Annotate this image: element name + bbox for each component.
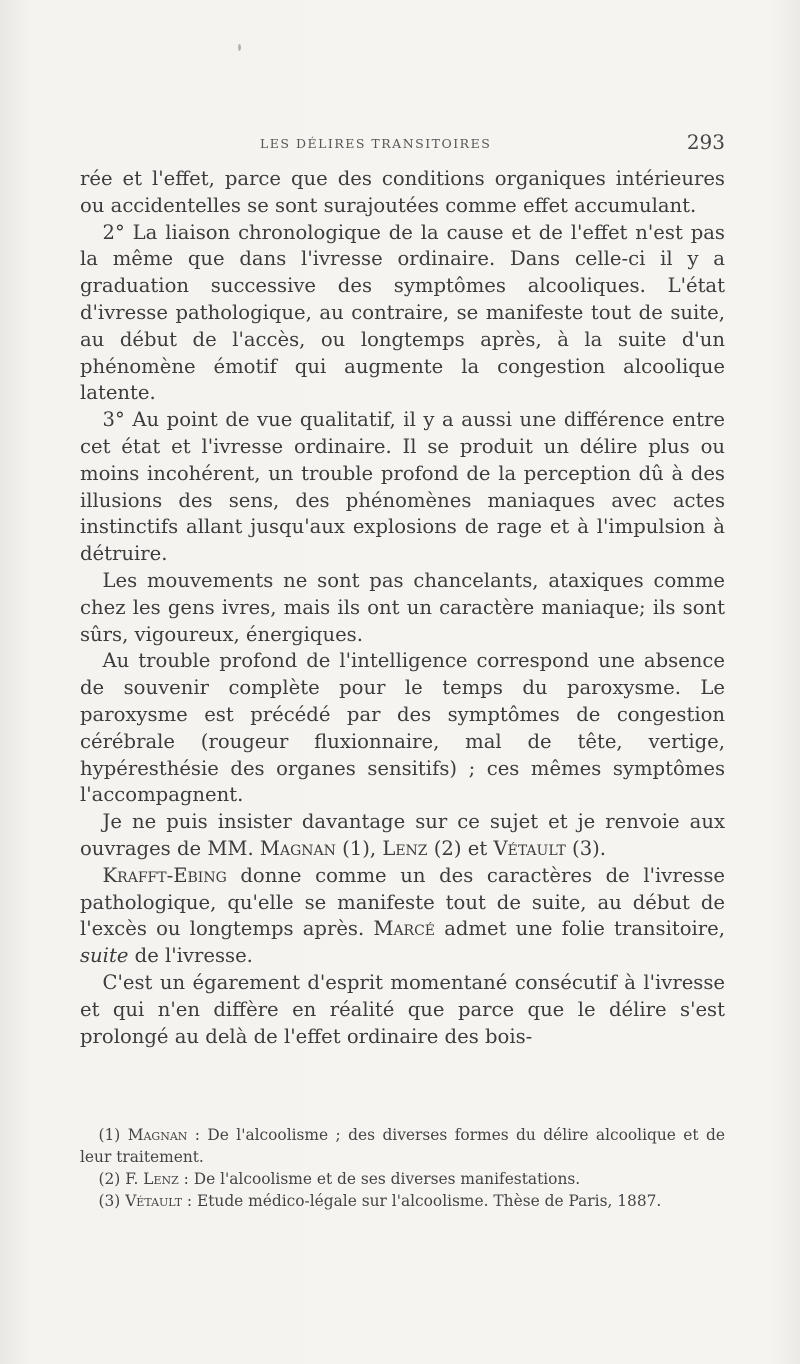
footnote	[80, 1124, 725, 1168]
author-name: Vétault	[493, 836, 566, 860]
text-run: (1),	[335, 836, 383, 860]
footnote-author: Vétault	[125, 1192, 183, 1210]
paragraph-1: rée et l'effet, parce que des conditions organiques intérieures ou accidentelles se sont surajoutées comme effet accumulant.	[80, 167, 725, 217]
footnote	[80, 1190, 725, 1212]
paragraph-2: 2° La liaison chronologique de la cause et de l'effet n'est pas la même que dans l'ivresse ordinaire. Dans celle-ci il y a graduation successive des symptômes alcooliques. L'état d'ivresse pathologique, au contraire, se manifeste tout de suite, au début de l'accès, ou longtemps après, à la suite d'un phénomène émotif qui augmente la congestion alcoolique latente.	[80, 220, 725, 405]
paragraph-6	[80, 809, 725, 863]
author-name: Lenz	[382, 836, 428, 860]
footnote-author: Magnan	[127, 1126, 188, 1144]
footnote-text: : De l'alcoolisme et de ses diverses manifestations.	[178, 1170, 581, 1188]
paper-speck	[238, 44, 241, 51]
footnote-author: F. Lenz	[125, 1170, 179, 1188]
running-title: LES DÉLIRES TRANSITOIRES	[260, 136, 492, 151]
page-number: 293	[686, 130, 725, 154]
footnote-number: (3)	[98, 1192, 121, 1210]
text-run: admet une folie transitoire,	[435, 917, 725, 941]
paragraph-7	[80, 863, 725, 970]
footnote-number: (2)	[98, 1170, 121, 1188]
text-run: (2) et	[427, 836, 494, 860]
footnote-number: (1)	[98, 1126, 121, 1144]
footnote-text: : Etude médico-légale sur l'alcoolisme. Thèse de Paris, 1887.	[182, 1192, 662, 1210]
text-run: donne comme un des caractères de l'ivresse pathologique, qu'elle se manifeste tout de suite, au début de l'excès ou longtemps après.	[80, 863, 725, 941]
footnote	[80, 1168, 725, 1190]
author-name: Krafft-Ebing	[102, 863, 227, 887]
paragraph-8: C'est un égarement d'esprit momentané consécutif à l'ivresse et qui n'en diffère en réalité que parce que le délire s'est prolongé au delà de l'effet ordinaire des bois-	[80, 970, 725, 1048]
main-text	[80, 166, 725, 1050]
paragraph-3: 3° Au point de vue qualitatif, il y a aussi une différence entre cet état et l'ivresse ordinaire. Il se produit un délire plus ou moins incohérent, un trouble profond de la perception dû à des illusions des sens, des phénomènes maniaques avec actes instinctifs allant jusqu'aux explosions de rage et à l'impulsion à détruire.	[80, 408, 725, 566]
author-name: Marcé	[373, 917, 436, 941]
paragraph-4: Les mouvements ne sont pas chancelants, ataxiques comme chez les gens ivres, mais ils ont un caractère maniaque; ils sont sûrs, vigoureux, énergiques.	[80, 568, 725, 646]
italic-word: suite	[80, 944, 129, 968]
footnote-text: : De l'alcoolisme ; des diverses formes du délire alcoolique et de leur traitement.	[80, 1126, 725, 1166]
text-run: de l'ivresse.	[128, 944, 253, 968]
author-name: Magnan	[259, 836, 336, 860]
footnotes	[80, 1124, 725, 1212]
text-run: Je ne puis insister davantage sur ce sujet et je renvoie aux ouvrages de MM.	[80, 810, 725, 860]
text-run: (3).	[565, 836, 607, 860]
page-header	[80, 126, 725, 166]
paragraph-5: Au trouble profond de l'intelligence correspond une absence de souvenir complète pour le temps du paroxysme. Le paroxysme est précédé par des symptômes de congestion cérébrale (rougeur fluxionnaire, mal de tête, vertige, hypéresthésie des organes sensitifs) ; ces mêmes symptômes l'accompagnent.	[80, 649, 725, 807]
